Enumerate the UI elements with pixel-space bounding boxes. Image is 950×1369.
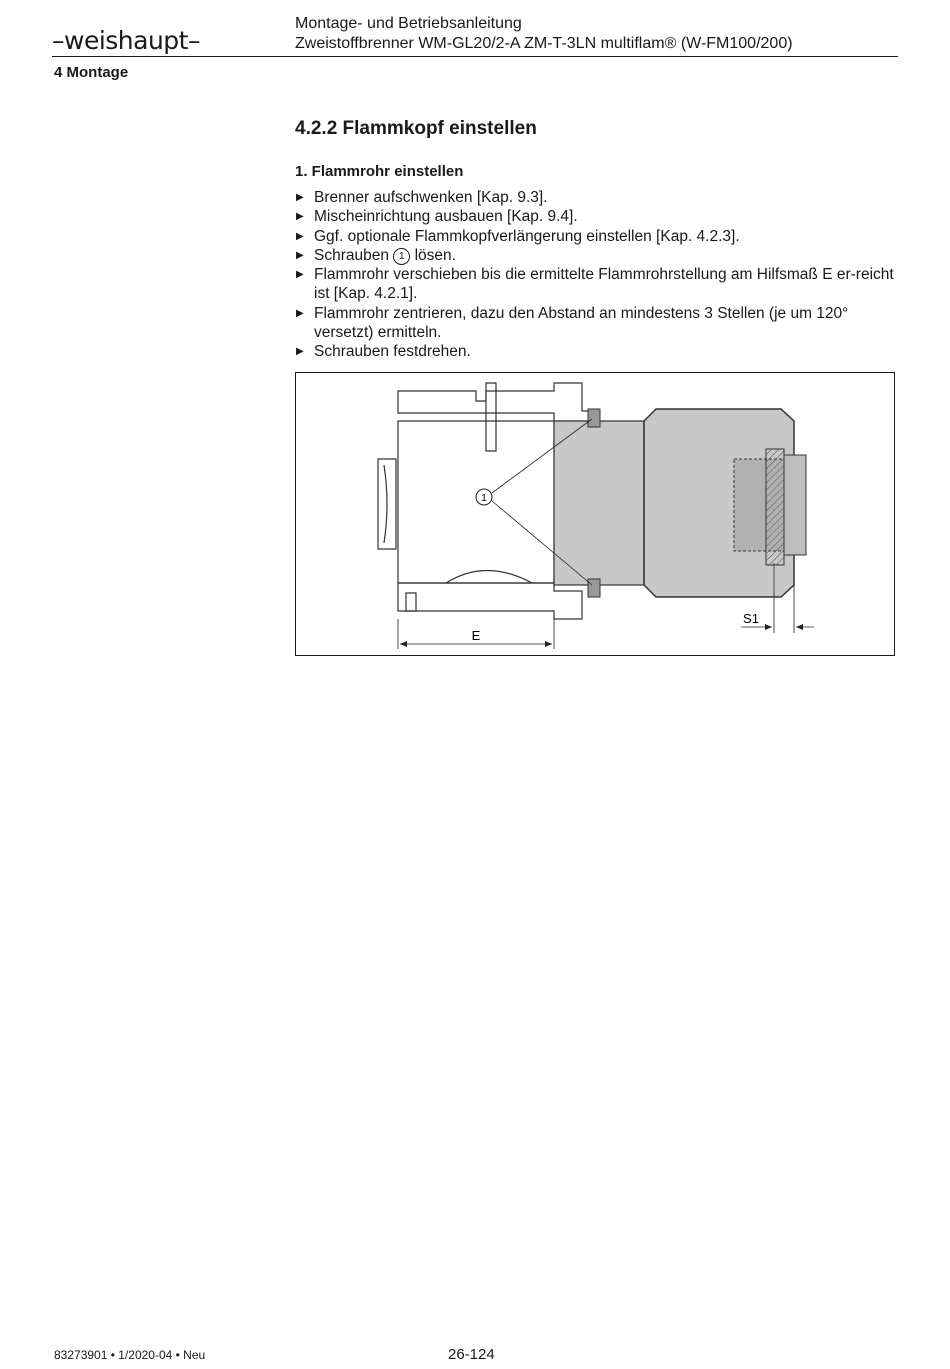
doc-number: 83273901 • 1/2020-04 • Neu (54, 1348, 206, 1362)
mixing-disc (784, 455, 806, 555)
list-item: ▶ Brenner aufschwenken [Kap. 9.3]. (295, 188, 895, 207)
screw-bottom (588, 579, 600, 597)
list-item: ▶ Flammrohr verschieben bis die ermittelte Flammrohrstellung am Hilfsmaß E er-reicht ist [Kap. 4.2.1]. (295, 265, 895, 304)
header-product: Zweistoffbrenner WM-GL20/2-A ZM-T-3LN multiflam® (W-FM100/200) (295, 35, 793, 52)
flame-tube-diagram (295, 372, 895, 656)
arrow-s1-left (765, 624, 772, 630)
subsection-title: 1. Flammrohr einstellen (295, 163, 464, 180)
list-item-text: Schrauben (314, 246, 389, 264)
page-number: 26-124 (448, 1346, 495, 1363)
list-item: ▶ Flammrohr zentrieren, dazu den Abstand an mindestens 3 Stellen (je um 120° versetzt) ermitteln. (295, 304, 895, 343)
label-s1: S1 (743, 611, 759, 626)
mixing-plate (766, 449, 784, 565)
upper-stud (486, 383, 496, 451)
header-rule (52, 56, 898, 57)
arrow-e-left (400, 641, 407, 647)
arrow-s1-right (796, 624, 803, 630)
screw-top (588, 409, 600, 427)
list-item: ▶ Schrauben festdrehen. (295, 342, 895, 361)
list-item-text: lösen. (414, 246, 456, 264)
list-item (295, 246, 895, 265)
instruction-list (295, 188, 895, 362)
list-item: ▶ Ggf. optionale Flammkopfverlängerung einstellen [Kap. 4.2.3]. (295, 227, 895, 246)
window-arc (384, 465, 387, 543)
chapter-label: 4 Montage (54, 64, 129, 81)
label-e: E (471, 628, 481, 643)
header-doc-type: Montage- und Betriebsanleitung (295, 15, 522, 32)
callout-marker: 1 (393, 248, 410, 265)
housing-body (398, 421, 554, 583)
lower-arc (446, 571, 532, 584)
burner-drawing (296, 373, 896, 657)
callout-number: 1 (481, 493, 487, 504)
section-title: 4.2.2 Flammkopf einstellen (295, 118, 537, 139)
bottom-lug (406, 593, 416, 611)
flame-tube (554, 421, 644, 585)
arrow-e-right (545, 641, 552, 647)
flange-bottom (398, 583, 582, 619)
weishaupt-logo: –weishaupt– (52, 26, 200, 55)
flange-top (398, 383, 599, 421)
list-item: ▶ Mischeinrichtung ausbauen [Kap. 9.4]. (295, 207, 895, 226)
